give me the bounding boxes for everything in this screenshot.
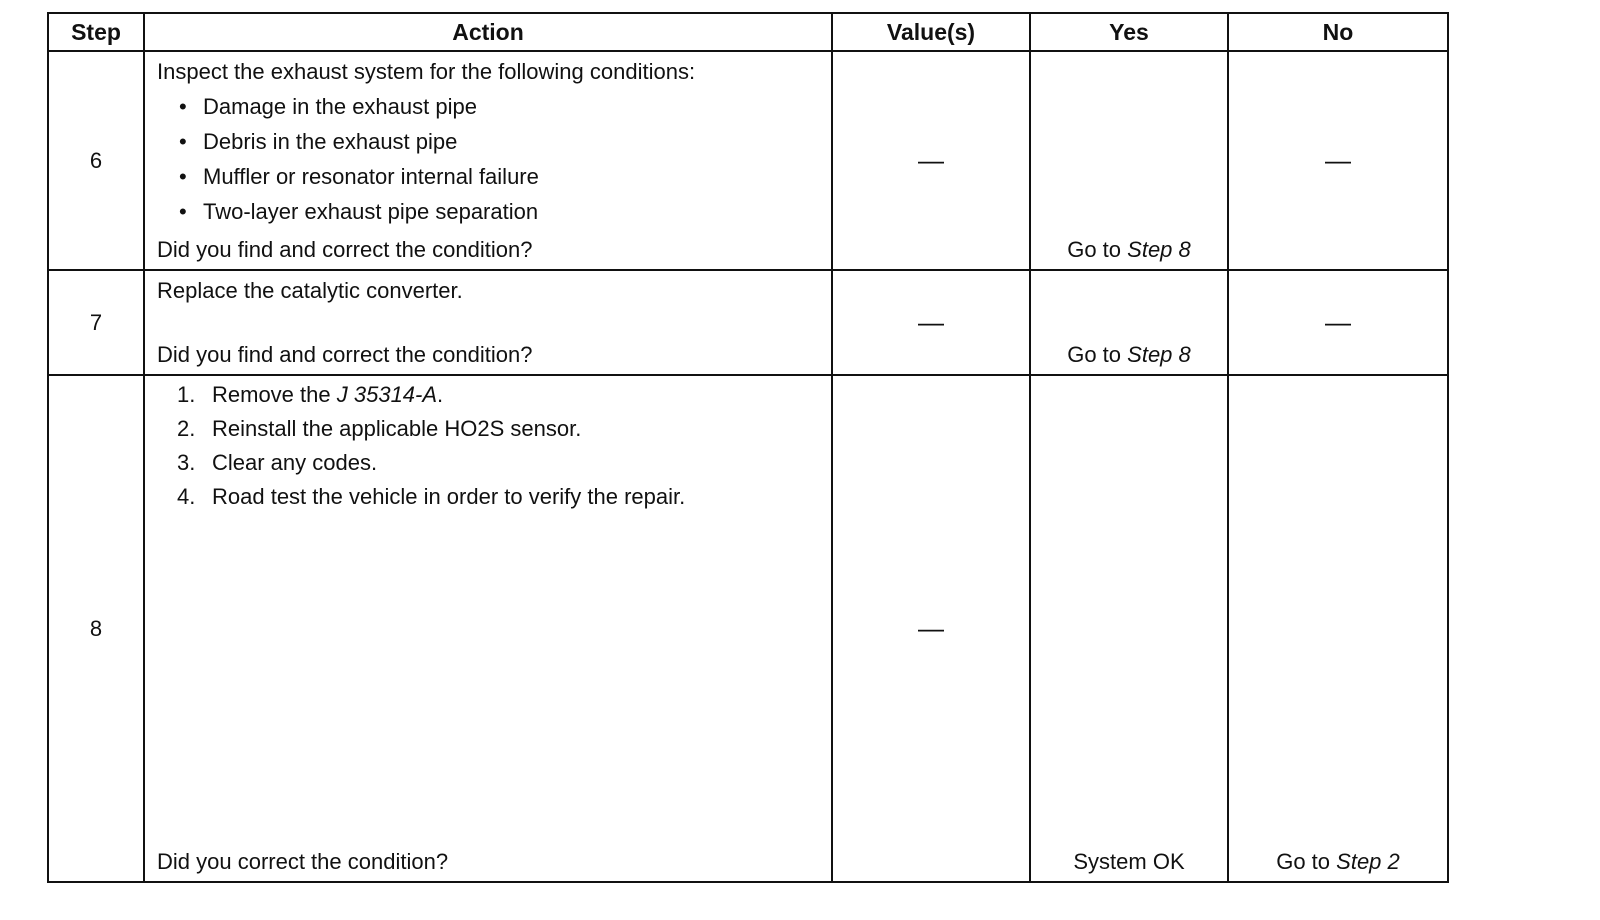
- no-cell: [1228, 375, 1448, 882]
- yes-cell: [1030, 51, 1228, 270]
- no-cell: [1228, 270, 1448, 375]
- header-no: No: [1228, 13, 1448, 51]
- item-text-end: .: [437, 382, 444, 407]
- yes-result: [1031, 235, 1227, 265]
- bullet-text: Damage in the exhaust pipe: [203, 94, 477, 119]
- header-yes: Yes: [1030, 13, 1228, 51]
- diagnostic-table: [47, 12, 1449, 883]
- header-step: Step: [48, 13, 144, 51]
- item-number: 4.: [177, 484, 196, 509]
- yes-result: System OK: [1073, 849, 1185, 874]
- table-row-step-8: [48, 375, 1448, 882]
- no-prefix: Go to: [1276, 849, 1331, 874]
- action-intro: Inspect the exhaust system for the following conditions:: [157, 59, 696, 84]
- bullet-item: [157, 194, 831, 229]
- value-cell: [832, 270, 1030, 375]
- step-number: 8: [48, 375, 144, 882]
- value-dash: —: [918, 613, 944, 643]
- action-intro: Replace the catalytic converter.: [157, 278, 463, 303]
- action-cell: [144, 270, 832, 375]
- header-row: [48, 13, 1448, 51]
- no-dash: —: [1325, 307, 1351, 337]
- value-dash: —: [918, 145, 944, 175]
- bullet-item: [157, 159, 831, 194]
- bullet-text: Two-layer exhaust pipe separation: [203, 199, 539, 224]
- bullet-text: Debris in the exhaust pipe: [203, 129, 458, 154]
- action-cell: [144, 51, 832, 270]
- value-cell: [832, 51, 1030, 270]
- step-number: 6: [48, 51, 144, 270]
- yes-cell: [1030, 270, 1228, 375]
- bullet-icon: •: [179, 199, 187, 224]
- header-action: Action: [144, 13, 832, 51]
- item-number: 1.: [177, 382, 196, 407]
- step-number: 7: [48, 270, 144, 375]
- action-question: Did you find and correct the condition?: [157, 342, 533, 367]
- no-step-ref: Step 2: [1336, 849, 1400, 874]
- bullet-icon: •: [179, 164, 187, 189]
- numbered-item: [157, 446, 831, 480]
- numbered-item: [157, 378, 831, 412]
- action-cell: [144, 375, 832, 882]
- no-dash: —: [1325, 145, 1351, 175]
- item-text: Clear any codes.: [212, 450, 378, 475]
- table-row-step-6: [48, 51, 1448, 270]
- action-question: Did you correct the condition?: [157, 849, 449, 874]
- bullet-icon: •: [179, 94, 187, 119]
- item-number: 3.: [177, 450, 196, 475]
- value-cell: [832, 375, 1030, 882]
- header-values: Value(s): [832, 13, 1030, 51]
- yes-cell: [1030, 375, 1228, 882]
- yes-prefix: Go to: [1067, 342, 1122, 367]
- table-row-step-7: [48, 270, 1448, 375]
- item-text: Road test the vehicle in order to verify the repair.: [212, 484, 686, 509]
- yes-prefix: Go to: [1067, 237, 1122, 262]
- tool-reference: J 35314-A: [336, 382, 438, 407]
- numbered-item: [157, 480, 831, 514]
- item-number: 2.: [177, 416, 196, 441]
- yes-step-ref: Step 8: [1127, 237, 1191, 262]
- item-text: Reinstall the applicable HO2S sensor.: [212, 416, 582, 441]
- bullet-item: [157, 89, 831, 124]
- yes-result: [1031, 340, 1227, 370]
- item-text: Remove the: [212, 382, 331, 407]
- bullet-text: Muffler or resonator internal failure: [203, 164, 539, 189]
- bullet-item: [157, 124, 831, 159]
- value-dash: —: [918, 307, 944, 337]
- no-cell: [1228, 51, 1448, 270]
- action-question: Did you find and correct the condition?: [157, 237, 533, 262]
- bullet-icon: •: [179, 129, 187, 154]
- no-result: [1229, 847, 1447, 877]
- numbered-item: [157, 412, 831, 446]
- yes-step-ref: Step 8: [1127, 342, 1191, 367]
